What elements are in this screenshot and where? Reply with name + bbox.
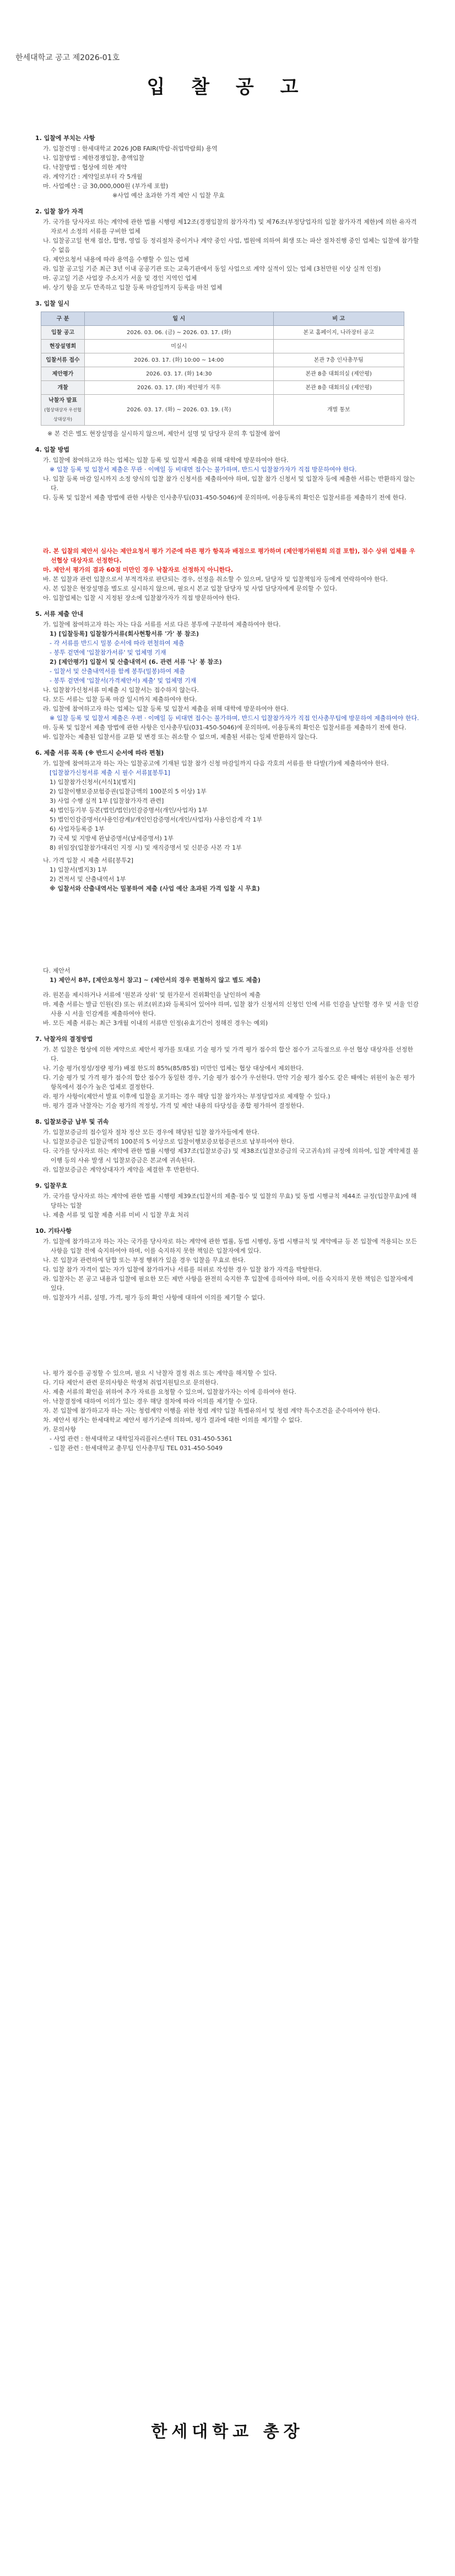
- row-date: 2026. 03. 17. (화) 10:00 ~ 14:00: [85, 353, 274, 367]
- column-header: 일 시: [85, 312, 274, 326]
- table-row: [41, 353, 404, 367]
- section-heading: 1. 입찰에 부치는 사항: [35, 135, 95, 142]
- row-label-sub: (협상대상자 우선협상대상자): [44, 407, 82, 422]
- box-title: 1) [입찰등록] 입찰참가서류(회사현황서류 '가' 봉 참조): [50, 630, 199, 637]
- list-item: 1) 제안서 8부, [제안요청서 참고] ~ (제안서의 경우 편철하지 않고 별도 제출): [50, 976, 261, 984]
- list-item: 다. 등록 및 입찰서 제출 방법에 관한 사항은 인사총무팀(031-450-5046)에 문의하며, 이용등록의 확인은 입찰서류를 제출하기 전에 한다.: [43, 494, 407, 501]
- box-line: - 봉투 겉면에 '입찰서(가격제안서) 제출' 및 업체명 기재: [50, 677, 197, 684]
- table-row: [41, 367, 404, 381]
- list-item: 나. 입찰참가신청서류 미제출 시 입찰서는 접수하지 않는다.: [43, 686, 199, 694]
- list-item: 라. 입찰에 참여하고자 하는 업체는 입찰 등록 및 입찰서 제출을 위해 대학에 방문하여야 한다.: [43, 705, 289, 712]
- list-item: 마. 공고일 기준 사업장 주소지가 서울 및 경인 지역인 업체: [43, 275, 197, 282]
- section-5: [35, 609, 421, 742]
- list-item: 라. 입찰보증금은 계약상대자가 계약을 체결한 후 반환한다.: [43, 1166, 199, 1173]
- list-item: 다. 국가를 당사자로 하는 계약에 관한 법률 시행령 제37조(입찰보증금) 및 제38조(입찰보증금의 국고귀속)의 규정에 의하여, 입찰 계약체결 불이행 등의 사유 발생 시 입찰보증금은 본교에 귀속된다.: [43, 1147, 419, 1164]
- box-line: - 각 서류를 반드시 밀봉 순서에 따라 편철하여 제출: [50, 640, 185, 647]
- list-item: 카. 문의사항: [43, 1426, 77, 1433]
- list-item: 마. 평가 결과 낙찰자는 기술 평가의 적정성, 가격 및 제안 내용의 타당성을 종합 평가하여 결정한다.: [43, 1102, 304, 1109]
- section-6: [35, 748, 421, 893]
- row-label: 개찰: [41, 381, 85, 395]
- section-heading: 10. 기타사항: [35, 1227, 72, 1235]
- list-item: 다. 기술 평가 및 가격 평가 점수의 합산 점수가 동일한 경우, 기술 평가 점수가 우선한다. 만약 기술 평가 점수도 같은 때에는 위원이 높은 평가 항목에서 점수가 높은 업체로 결정한다.: [43, 1074, 415, 1091]
- list-item: 다. 입찰 참가 자격이 없는 자가 입찰에 참가하거나 서류를 허위로 작성한 경우 입찰 참가 자격을 박탈한다.: [43, 1266, 322, 1273]
- row-date: 2026. 03. 17. (화) 제안평가 직후: [85, 381, 274, 395]
- list-item: 마. 제출 서류는 발급 인원(진) 또는 위조(위조)와 등록되어 있어야 하며, 입찰 참가 신청서의 신청인 인에 서류 인감을 날인할 경우 및 서울 인감 사용 시 서울 인감계를 제출하여야 한다.: [43, 1001, 419, 1017]
- box-title: 2) [제안평가] 입찰서 및 산출내역서 (6. 관련 서류 '나' 봉 참조): [50, 658, 222, 666]
- row-note: 개별 통보: [273, 395, 404, 426]
- highlight-item: 라. 본 입찰의 제안서 심사는 제안요청서 평가 기준에 따른 평가 항목과 배점으로 평가하며 (제안평가위원회 의결 포함), 점수 상위 업체를 우선협상 대상자로 선정한다.: [43, 548, 415, 564]
- list-item: 마. 사업예산 : 금 30,000,000원 (부가세 포함): [43, 183, 169, 190]
- list-item: 라. 계약기간 : 계약일로부터 각 5개월: [43, 173, 143, 180]
- doc-number: 한세대학교 공고 제2026-01호: [15, 53, 120, 62]
- list-item: 아. 낙찰결정에 대하여 이의가 있는 경우 해당 절차에 따라 이의를 제기할 수 있다.: [43, 1398, 257, 1405]
- section-heading: 2. 입찰 참가 자격: [35, 208, 84, 215]
- schedule-note: ※ 본 건은 별도 현장설명을 실시하지 않으며, 제안서 설명 및 담당자 문의 후 입찰에 참여: [47, 430, 280, 437]
- issuer-signature: 한세대학교 총장: [151, 2422, 304, 2441]
- section-heading: 7. 낙찰자의 결정방법: [35, 1035, 93, 1043]
- list-item: 나. 입찰 등록 마감 일시까지 소정 양식의 입찰 참가 신청서를 제출하여야 하며, 입찰 참가 신청서 및 입찰자 등에 제출한 서류는 반환하지 않는다.: [43, 475, 415, 492]
- list-item: 다. 모든 서류는 입찰 등록 마감 일시까지 제출하여야 한다.: [43, 696, 197, 703]
- list-item: 다. 낙찰방법 : 협상에 의한 계약: [43, 164, 127, 171]
- row-label: 제안평가: [41, 367, 85, 381]
- section-heading: 4. 입찰 방법: [35, 446, 69, 453]
- list-item: 나. 평가 점수를 공정할 수 있으며, 필요 시 낙찰자 결정 취소 또는 계약을 해지할 수 있다.: [43, 1370, 277, 1377]
- list-item: 나. 입찰공고일 현재 접산, 합병, 영업 등 정리절차 중이거나 계약 중인 사업, 법원에 의하여 회생 또는 파산 절차진행 중인 업체는 입찰에 참가할 수 없음: [43, 237, 419, 254]
- list-item: 가. 국가를 당사자로 하는 계약에 관한 법률 시행령 제39조(입찰서의 제출·접수 및 입찰의 무효) 및 동법 시행규칙 제44조 규정(입찰무효)에 해당하는 입찰: [43, 1193, 417, 1209]
- list-item: 가. 국가를 당사자로 하는 계약에 관한 법률 시행령 제12조(경쟁입찰의 참가자격) 및 제76조(부정당업자의 입찰 참가자격 제한)에 의한 유자격자로서 소정의 서류를 구비한 업체: [43, 218, 417, 235]
- list-item: 나. 본 입찰과 관련하여 담합 또는 부정 행위가 있을 경우 입찰을 무효로 한다.: [43, 1257, 246, 1264]
- doc-item: 1) 입찰서(별지3) 1부: [50, 866, 107, 873]
- page-title: 입 찰 공 고: [147, 76, 308, 98]
- section-10: [35, 1226, 421, 1453]
- list-item: 다. 제안서: [43, 967, 71, 974]
- list-item: 나. 입찰보증금은 입찰금액의 100분의 5 이상으로 입찰이행보증보험증권으로 납부하여야 한다.: [43, 1138, 295, 1145]
- box-line: - 봉투 겉면에 '입찰참가서류' 및 업체명 기재: [50, 649, 166, 656]
- list-item: 다. 기타 제안서 관련 문의사항은 학생처 취업지원팀으로 문의한다.: [43, 1379, 219, 1386]
- row-date: 2026. 03. 17. (화) ~ 2026. 03. 19. (목): [85, 395, 274, 426]
- doc-item: 1) 입찰참가신청서(서식1)[별지]: [50, 779, 136, 786]
- list-item: 가. 입찰에 참여하고자 하는 자는 입찰공고에 기재된 입찰 참가 신청 마감일까지 다음 각호의 서류를 한 다발(가)에 제출하여야 한다.: [43, 760, 389, 767]
- row-note: 본관 8층 대회의실 (제안평): [273, 381, 404, 395]
- row-date: 미실시: [85, 340, 274, 353]
- budget-note: ※사업 예산 초과한 가격 제안 시 입찰 무효: [112, 192, 225, 199]
- row-label: 입찰 공고: [41, 326, 85, 340]
- row-note: 본관 8층 대회의실 (제안평): [273, 367, 404, 381]
- row-label: 현장설명회: [41, 340, 85, 353]
- list-item: 나. 기술 평가(정성/정량 평가) 배점 한도의 85%(85/85점) 미만인 업체는 협상 대상에서 제외한다.: [43, 1065, 304, 1072]
- section-heading: 6. 제출 서류 목록 (※ 반드시 순서에 따라 편철): [35, 749, 164, 756]
- list-note: ※ 입찰 등록 및 입찰서 제출은 우편 · 이메일 등 비대면 접수는 불가하며, 반드시 입찰참가자가 직접 인사총무팀에 방문하여 제출하여야 한다.: [50, 715, 419, 722]
- list-item: 나. 입찰방법 : 제한경쟁입찰, 총액입찰: [43, 154, 145, 162]
- list-item: 자. 본 입찰에 참가하고자 하는 자는 청렴계약 이행을 위한 청렴 계약 입찰 특별유의서 및 청렴 계약 특수조건을 준수하여야 한다.: [43, 1407, 380, 1414]
- list-item: 가. 입찰보증금의 접수일자 절차 정산 모든 경우에 해당된 입찰 참가자들에게 한다.: [43, 1129, 259, 1136]
- list-item: 바. 본 입찰과 관련 입찰으로서 부적격자로 판단되는 경우, 선정을 취소할 수 있으며, 담당자 및 입찰책임자 등에게 연락하여야 한다.: [43, 576, 388, 583]
- list-item: 가. 입찰에 참여하고자 하는 업체는 입찰 등록 및 입찰서 제출을 위해 대학에 방문하여야 한다.: [43, 457, 289, 464]
- section-heading: 3. 입찰 일시: [35, 300, 69, 307]
- section-7: [35, 1034, 421, 1110]
- spacer: [35, 893, 421, 959]
- list-item: 바. 상기 항을 모두 만족하고 입찰 등록 마감일까지 등록을 마친 업체: [43, 284, 223, 291]
- box-line: - 입찰서 및 산출내역서를 함께 봉투(밀봉)하여 제출: [50, 668, 186, 675]
- section-heading: 9. 입찰무효: [35, 1182, 68, 1189]
- list-item: 바. 입찰자는 제출된 입찰서를 교환 및 변경 또는 취소할 수 없으며, 제출된 서류는 일체 반환하지 않는다.: [43, 733, 318, 740]
- notice-body: [35, 127, 421, 1453]
- section-4: [35, 445, 421, 603]
- section-6-cont: [35, 966, 421, 1028]
- section-8: [35, 1117, 421, 1174]
- list-item: 마. 등록 및 입찰서 제출 방법에 관한 사항은 인사총무팀(031-450-5046)에 문의하며, 이용등록의 확인은 입찰서류를 제출하기 전에 한다.: [43, 724, 407, 731]
- table-header-row: [41, 312, 404, 326]
- list-item: 가. 입찰건명 : 한세대학교 2026 JOB FAIR(박람·취업박람회) 용역: [43, 145, 218, 152]
- doc-item: 7) 국세 및 지방세 완납증명서(납세증명서) 1부: [50, 835, 174, 842]
- doc-item: 4) 법인등기부 등본(법인/법인)인감증명서(개인/사업자) 1부: [50, 807, 208, 814]
- contact-item: - 사업 관련 : 한세대학교 대학일자리플러스센터 TEL 031-450-5361: [50, 1435, 232, 1442]
- row-note: [273, 340, 404, 353]
- list-item: 사. 본 입찰은 현장설명을 별도로 실시하지 않으며, 필요시 본교 입찰 담당자 및 사업 담당자에게 문의할 수 있다.: [43, 585, 337, 592]
- list-note: [입찰참가신청서류 제출 시 필수 서류][봉투1]: [50, 769, 170, 776]
- list-item: 가. 입찰에 참여하고자 하는 자는 다음 서류를 서로 다른 봉투에 구분하여 제출하여야 한다.: [43, 621, 281, 628]
- highlight-item: 마. 제안서 평가의 결과 60점 미만인 경우 낙찰자로 선정하지 아니한다.: [43, 566, 234, 573]
- column-header: 구 분: [41, 312, 85, 326]
- list-item: 나. 가격 입찰 시 제출 서류[봉투2]: [43, 857, 134, 864]
- section-3: [35, 299, 421, 438]
- doc-item: 3) 사업 수행 실적 1부 [입찰참가자격 관련]: [50, 797, 164, 804]
- list-item: 바. 모든 제출 서류는 최근 3개월 이내의 서류만 인정(유효기간이 정해진 경우는 예외): [43, 1019, 268, 1027]
- column-header: 비 고: [273, 312, 404, 326]
- list-item: 라. 원본을 제시하거나 서류에 '원본과 상위' 및 원가문서 진위확인을 날인하여 제출: [43, 991, 261, 999]
- schedule-table: [41, 312, 404, 426]
- row-label: [41, 395, 85, 426]
- list-item: 차. 제안서 평가는 한세대학교 제안서 평가기준에 의하며, 평가 결과에 대한 이의를 제기할 수 없다.: [43, 1416, 302, 1424]
- table-row: [41, 381, 404, 395]
- doc-item: 8) 위임장(입찰참가대리인 지정 시) 및 재직증명서 및 신분증 사본 각 1부: [50, 844, 242, 851]
- spacer: [35, 502, 421, 546]
- section-heading: 8. 입찰보증금 납부 및 귀속: [35, 1118, 109, 1125]
- row-label: 입찰서류 접수: [41, 353, 85, 367]
- list-item: 사. 제출 서류의 확인을 위하여 추가 자료를 요청할 수 있으며, 입찰참가자는 이에 응하여야 한다.: [43, 1388, 296, 1396]
- list-item: 라. 평가 사항이(제안서 발표 이후에 입찰을 포기하는 경우 해당 입찰 참가자는 부정당업자로 제재할 수 있다.): [43, 1093, 331, 1100]
- list-note: ※ 입찰서와 산출내역서는 밀봉하여 제출 (사업 예산 초과된 가격 입찰 시 무효): [50, 885, 260, 892]
- section-9: [35, 1181, 421, 1220]
- spacer: [35, 1302, 421, 1368]
- list-item: 가. 본 입찰은 협상에 의한 계약으로 제안서 평가를 토대로 기술 평가 및 가격 평가 점수의 합산 점수가 고득점으로 우선 협상 대상자를 선정한다.: [43, 1046, 413, 1062]
- list-item: 라. 입찰자는 본 공고 내용과 입찰에 필요한 모든 제반 사항을 완전히 숙지한 후 입찰에 응하여야 하며, 이를 숙지하지 못한 책임은 입찰자에게 있다.: [43, 1275, 413, 1292]
- contact-item: - 입찰 관련 : 한세대학교 총무팀 인사총무팀 TEL 031-450-5049: [50, 1445, 223, 1452]
- list-item: 라. 입찰 공고일 기준 최근 3년 이내 공공기관 또는 교육기관에서 동일 사업으로 계약 실적이 있는 업체 (3천만원 이상 실적 인정): [43, 265, 381, 272]
- doc-item: 2) 견적서 및 산출내역서 1부: [50, 876, 126, 883]
- row-note: 본교 홈페이지, 나라장터 공고: [273, 326, 404, 340]
- row-label-text: 낙찰자 발표: [48, 398, 77, 404]
- doc-item: 5) 법인인감증명서(사용인감계)/개인인감증명서(개인/사업자) 사용인감계 각 1부: [50, 816, 263, 823]
- doc-item: 2) 입찰이행보증보험증권(입찰금액의 100분의 5 이상) 1부: [50, 788, 207, 795]
- table-row: [41, 340, 404, 353]
- list-item: 아. 입찰업체는 입찰 시 지정된 장소에 입찰참가자가 직접 방문하여야 한다.: [43, 594, 240, 602]
- doc-item: 6) 사업자등록증 1부: [50, 825, 105, 833]
- list-item: 나. 제출 서류 및 입찰 제출 서류 미비 시 입찰 무효 처리: [43, 1211, 189, 1219]
- section-2: [35, 207, 421, 292]
- list-note: ※ 입찰 등록 및 입찰서 제출은 무관 · 이메일 등 비대면 접수는 불가하며, 반드시 입찰참가자가 직접 방문하여야 한다.: [50, 466, 357, 473]
- list-item: 다. 제안요청서 내용에 따라 용역을 수행할 수 있는 업체: [43, 256, 189, 263]
- section-heading: 5. 서류 제출 안내: [35, 610, 84, 618]
- list-item: 마. 입찰자가 서류, 설명, 가격, 평가 등의 확인 사항에 대하여 이의를 제기할 수 없다.: [43, 1294, 265, 1301]
- section-1: [35, 133, 421, 200]
- row-note: 본관 7층 인사총무팀: [273, 353, 404, 367]
- list-item: 가. 입찰에 참가하고자 하는 자는 국가를 당사자로 하는 계약에 관한 법률, 동법 시행령, 동법 시행규칙 및 계약예규 등 본 입찰에 적용되는 모든 사항을 입찰 전에 숙지하여야 하며, 이를 숙지하지 못한 책임은 입찰자에게 있다.: [43, 1238, 417, 1254]
- table-row: [41, 326, 404, 340]
- row-date: 2026. 03. 06. (금) ~ 2026. 03. 17. (화): [85, 326, 274, 340]
- row-date: 2026. 03. 17. (화) 14:30: [85, 367, 274, 381]
- table-row: [41, 395, 404, 426]
